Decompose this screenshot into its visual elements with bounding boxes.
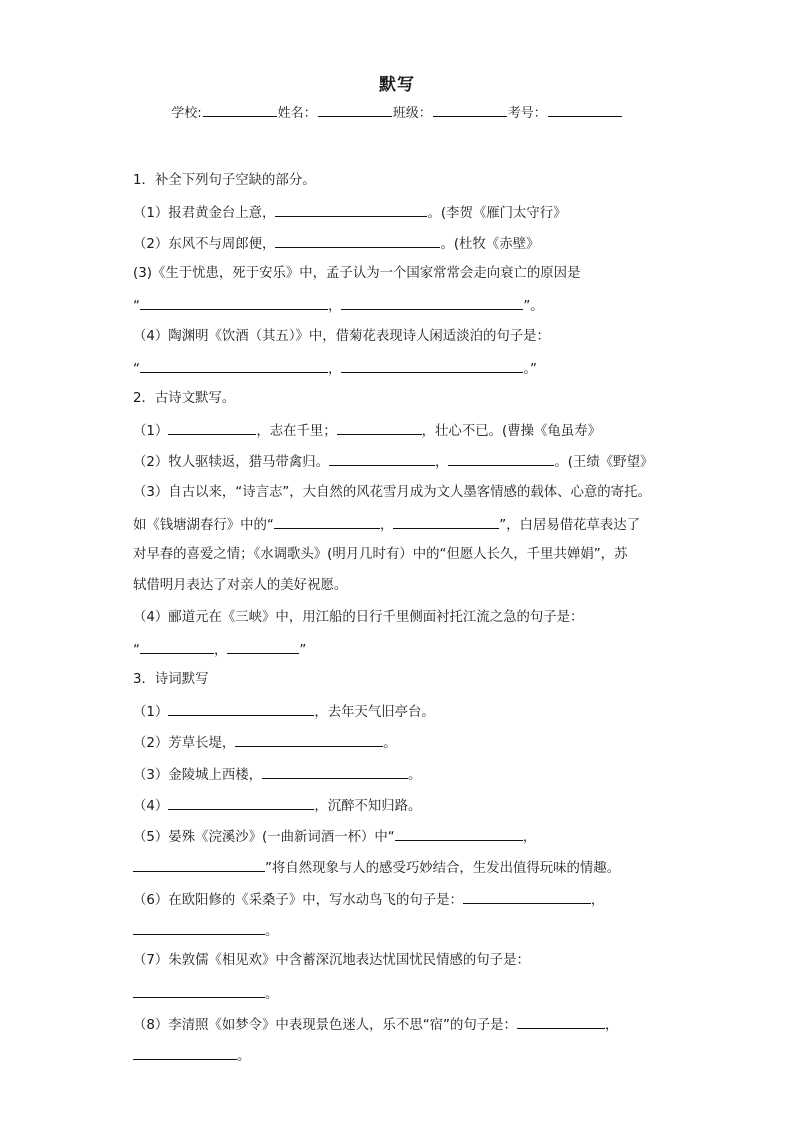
q3-item-4 bbox=[133, 796, 421, 816]
q1-1-text: （1）报君黄金台上意， bbox=[133, 206, 276, 221]
q3-5-tail: ”将自然现象与人的感受巧妙结合，生发出值得玩味的情趣。 bbox=[265, 861, 621, 876]
comma: ， bbox=[522, 830, 537, 845]
q1-item-1 bbox=[133, 203, 567, 223]
period: 。 bbox=[265, 924, 279, 939]
q1-2-text: （2）东风不与周郎便， bbox=[133, 237, 276, 252]
q3-item-2 bbox=[133, 733, 397, 753]
answer-blank[interactable] bbox=[329, 452, 435, 466]
comma: ， bbox=[604, 1018, 619, 1033]
answer-blank[interactable] bbox=[140, 359, 328, 373]
period: 。 bbox=[265, 987, 279, 1002]
answer-blank[interactable] bbox=[133, 858, 265, 872]
answer-blank[interactable] bbox=[395, 827, 523, 841]
answer-blank[interactable] bbox=[140, 296, 328, 310]
q2-item-3-line2 bbox=[133, 515, 640, 535]
answer-blank[interactable] bbox=[168, 796, 314, 810]
q3-item-8-line2 bbox=[133, 1046, 250, 1066]
answer-blank[interactable] bbox=[275, 203, 427, 217]
school-field[interactable] bbox=[203, 104, 277, 117]
class-field[interactable] bbox=[433, 104, 507, 117]
school-label: 学校: bbox=[171, 106, 202, 121]
q1-item-3-answers bbox=[133, 296, 544, 316]
answer-blank[interactable] bbox=[393, 515, 499, 529]
q2-1-num: （1） bbox=[133, 424, 169, 439]
period: 。 bbox=[383, 736, 397, 751]
q2-1-mid: ，志在千里； bbox=[256, 424, 337, 439]
q2-item-4: （4）郦道元在《三峡》中，用江船的日行千里侧面衬托江流之急的句子是： bbox=[133, 610, 584, 625]
quote-open: “ bbox=[133, 643, 140, 658]
answer-blank[interactable] bbox=[133, 921, 265, 935]
q1-item-3: (3)《生于忧患，死于安乐》中，孟子认为一个国家常常会走向衰亡的原因是 bbox=[133, 266, 581, 281]
answer-blank[interactable] bbox=[448, 452, 554, 466]
answer-blank[interactable] bbox=[168, 702, 314, 716]
q2-3-lead: 如《钱塘湖春行》中的“ bbox=[133, 518, 274, 533]
q3-item-1 bbox=[133, 702, 435, 722]
answer-blank[interactable] bbox=[227, 640, 299, 654]
q2-3-tail: ”，白居易借花草表达了 bbox=[499, 518, 641, 533]
answer-blank[interactable] bbox=[235, 733, 383, 747]
q1-item-4: （4）陶渊明《饮酒（其五）》中，借菊花表现诗人闲适淡泊的句子是： bbox=[133, 329, 550, 344]
comma: ， bbox=[435, 455, 449, 470]
q2-item-3-line3: 对早春的喜爱之情；《水调歌头》(明月几时有）中的“但愿人长久，千里共婵娟”，苏 bbox=[133, 547, 628, 562]
q1-2-source: 。(杜牧《赤壁》 bbox=[440, 237, 540, 252]
q3-1-num: （1） bbox=[133, 705, 169, 720]
q3-5-text: （5）晏殊《浣溪沙》(一曲新词酒一杯）中“ bbox=[133, 830, 395, 845]
q1-heading: 1．补全下列句子空缺的部分。 bbox=[133, 173, 316, 188]
period: 。 bbox=[237, 1049, 251, 1064]
name-label: 姓名： bbox=[277, 106, 317, 121]
q3-item-6 bbox=[133, 890, 604, 910]
answer-blank[interactable] bbox=[517, 1015, 605, 1029]
quote-open: “ bbox=[133, 362, 140, 377]
q2-2-source: 。(王绩《野望》 bbox=[554, 455, 654, 470]
answer-blank[interactable] bbox=[275, 234, 440, 248]
q3-3-text: （3）金陵城上西楼， bbox=[133, 768, 263, 783]
q3-item-5-line2 bbox=[133, 858, 620, 878]
q2-item-3-line4: 轼借明月表达了对亲人的美好祝愿。 bbox=[133, 578, 348, 593]
answer-blank[interactable] bbox=[341, 359, 523, 373]
q2-heading: 2．古诗文默写。 bbox=[133, 391, 236, 406]
q3-1-text: ，去年天气旧亭台。 bbox=[314, 705, 435, 720]
answer-blank[interactable] bbox=[133, 1046, 237, 1060]
q3-item-7-line2 bbox=[133, 984, 278, 1004]
comma: ， bbox=[379, 518, 394, 533]
q3-4-text: ，沉醉不知归路。 bbox=[314, 799, 422, 814]
q3-2-text: （2）芳草长堤， bbox=[133, 736, 236, 751]
q2-2-text: （2）牧人驱犊返，猎马带禽归。 bbox=[133, 455, 329, 470]
exam-no-label: 考号： bbox=[507, 106, 547, 121]
quote-close: 。” bbox=[523, 362, 537, 377]
page-title: 默写 bbox=[379, 75, 415, 95]
q2-1-source: ，壮心不已。(曹操《龟虽寿》 bbox=[421, 424, 601, 439]
student-info-row bbox=[0, 102, 794, 121]
class-label: 班级： bbox=[392, 106, 432, 121]
quote-close: ”。 bbox=[523, 299, 544, 314]
answer-blank[interactable] bbox=[133, 984, 265, 998]
q3-item-3 bbox=[133, 765, 421, 785]
q1-1-source: 。(李贺《雁门太守行》 bbox=[427, 206, 567, 221]
q1-item-2 bbox=[133, 234, 539, 254]
q3-item-6-line2 bbox=[133, 921, 278, 941]
q1-item-4-answers bbox=[133, 359, 537, 379]
comma: ， bbox=[327, 362, 342, 377]
q3-heading: 3．诗词默写 bbox=[133, 672, 209, 687]
comma: ， bbox=[590, 893, 605, 908]
q2-item-1 bbox=[133, 421, 601, 441]
q3-item-7: （7）朱敦儒《相见欢》中含蓄深沉地表达忧国忧民情感的句子是： bbox=[133, 953, 530, 968]
answer-blank[interactable] bbox=[337, 421, 422, 435]
period: 。 bbox=[408, 768, 422, 783]
answer-blank[interactable] bbox=[274, 515, 380, 529]
q2-item-4-answers bbox=[133, 640, 306, 660]
q3-item-8 bbox=[133, 1015, 618, 1035]
q3-item-5 bbox=[133, 827, 536, 847]
q2-item-2 bbox=[133, 452, 653, 472]
q2-item-3: （3）自古以来，“诗言志”，大自然的风花雪月成为文人墨客情感的载体、心意的寄托。 bbox=[133, 485, 651, 500]
answer-blank[interactable] bbox=[140, 640, 214, 654]
q3-4-num: （4） bbox=[133, 799, 169, 814]
answer-blank[interactable] bbox=[262, 765, 408, 779]
answer-blank[interactable] bbox=[463, 890, 591, 904]
q3-8-text: （8）李清照《如梦令》中表现景色迷人，乐不思“宿”的句子是： bbox=[133, 1018, 517, 1033]
answer-blank[interactable] bbox=[168, 421, 256, 435]
answer-blank[interactable] bbox=[341, 296, 523, 310]
comma: ， bbox=[213, 643, 228, 658]
quote-close: ” bbox=[299, 643, 307, 658]
name-field[interactable] bbox=[318, 104, 392, 117]
comma: ， bbox=[327, 299, 342, 314]
q3-6-text: （6）在欧阳修的《采桑子》中，写水动鸟飞的句子是： bbox=[133, 893, 463, 908]
quote-open: “ bbox=[133, 299, 140, 314]
exam-no-field[interactable] bbox=[548, 104, 622, 117]
